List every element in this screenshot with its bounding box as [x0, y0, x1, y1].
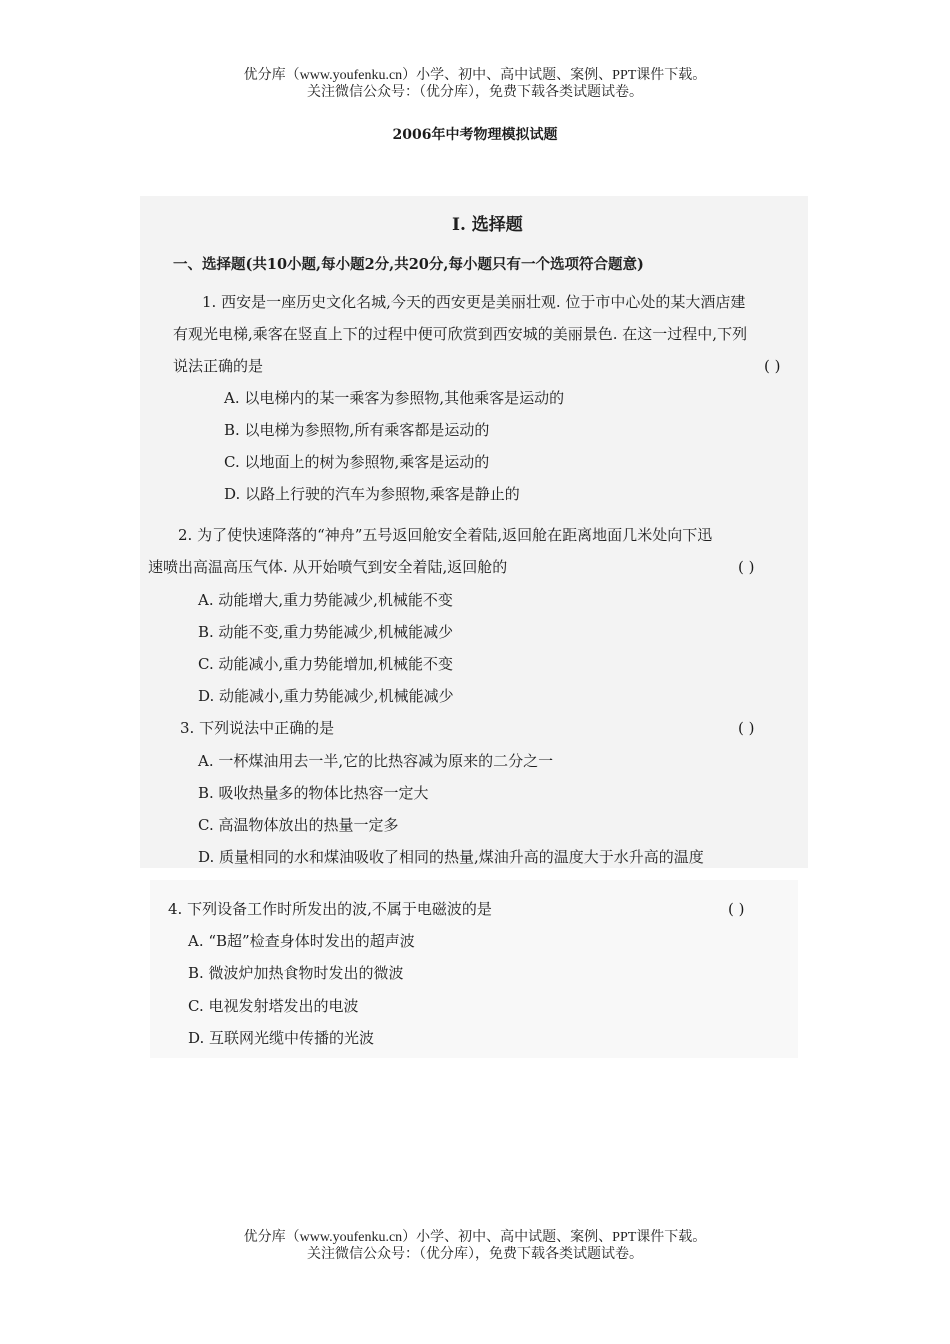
option-3d: D. 质量相同的水和煤油吸收了相同的热量,煤油升高的温度大于水升高的温度: [198, 848, 704, 866]
question-1-line-2: 有观光电梯,乘客在竖直上下的过程中便可欣赏到西安城的美丽景色. 在这一过程中,下列: [173, 325, 748, 343]
footer-line-2: 关注微信公众号：（优分库），免费下载各类试题试卷。: [307, 1247, 643, 1262]
option-1d: D. 以路上行驶的汽车为参照物,乘客是静止的: [224, 485, 520, 503]
header-line-1: 优分库（www.youfenku.cn）小学、初中、高中试题、案例、PPT课件下载。: [243, 68, 707, 83]
page-footer: [0, 1229, 950, 1263]
option-2b: B. 动能不变,重力势能减少,机械能减少: [198, 623, 454, 641]
section-instruction: 一、选择题(共10小题,每小题2分,共20分,每小题只有一个选项符合题意): [173, 256, 644, 273]
document-title: 2006年中考物理模拟试题: [392, 127, 558, 143]
option-3c: C. 高温物体放出的热量一定多: [198, 816, 399, 834]
question-2-line-2: 速喷出高温高压气体. 从开始喷气到安全着陆,返回舱的: [148, 558, 508, 576]
option-1b: B. 以电梯为参照物,所有乘客都是运动的: [224, 421, 490, 439]
answer-blank-2: ( ): [738, 558, 755, 576]
option-1c: C. 以地面上的树为参照物,乘客是运动的: [224, 453, 490, 471]
answer-blank-1: ( ): [764, 357, 781, 375]
option-2a: A. 动能增大,重力势能减少,机械能不变: [198, 591, 453, 609]
question-3-line-1: 3. 下列说法中正确的是: [180, 719, 335, 737]
option-2d: D. 动能减小,重力势能减少,机械能减少: [198, 687, 454, 705]
option-3a: A. 一杯煤油用去一半,它的比热容减为原来的二分之一: [198, 752, 554, 770]
question-4-line-1: 4. 下列设备工作时所发出的波,不属于电磁波的是: [168, 900, 492, 918]
option-4b: B. 微波炉加热食物时发出的微波: [188, 964, 404, 982]
option-2c: C. 动能减小,重力势能增加,机械能不变: [198, 655, 454, 673]
option-4d: D. 互联网光缆中传播的光波: [188, 1029, 375, 1047]
answer-blank-3: ( ): [738, 719, 755, 737]
section-title: Ⅰ. 选择题: [452, 215, 523, 235]
answer-blank-4: ( ): [728, 900, 745, 918]
question-2-line-1: 2. 为了使快速降落的“神舟”五号返回舱安全着陆,返回舱在距离地面几米处向下迅: [178, 526, 713, 544]
option-3b: B. 吸收热量多的物体比热容一定大: [198, 784, 429, 802]
question-1-line-3: 说法正确的是: [173, 357, 264, 375]
page-header: [0, 67, 950, 101]
option-4a: A. “B超”检查身体时发出的超声波: [188, 932, 415, 950]
question-1-line-1: 1. 西安是一座历史文化名城,今天的西安更是美丽壮观. 位于市中心处的某大酒店建: [202, 293, 746, 311]
option-4c: C. 电视发射塔发出的电波: [188, 997, 359, 1015]
header-line-2: 关注微信公众号：（优分库），免费下载各类试题试卷。: [307, 85, 643, 100]
option-1a: A. 以电梯内的某一乘客为参照物,其他乘客是运动的: [224, 389, 565, 407]
footer-line-1: 优分库（www.youfenku.cn）小学、初中、高中试题、案例、PPT课件下载。: [243, 1230, 707, 1245]
